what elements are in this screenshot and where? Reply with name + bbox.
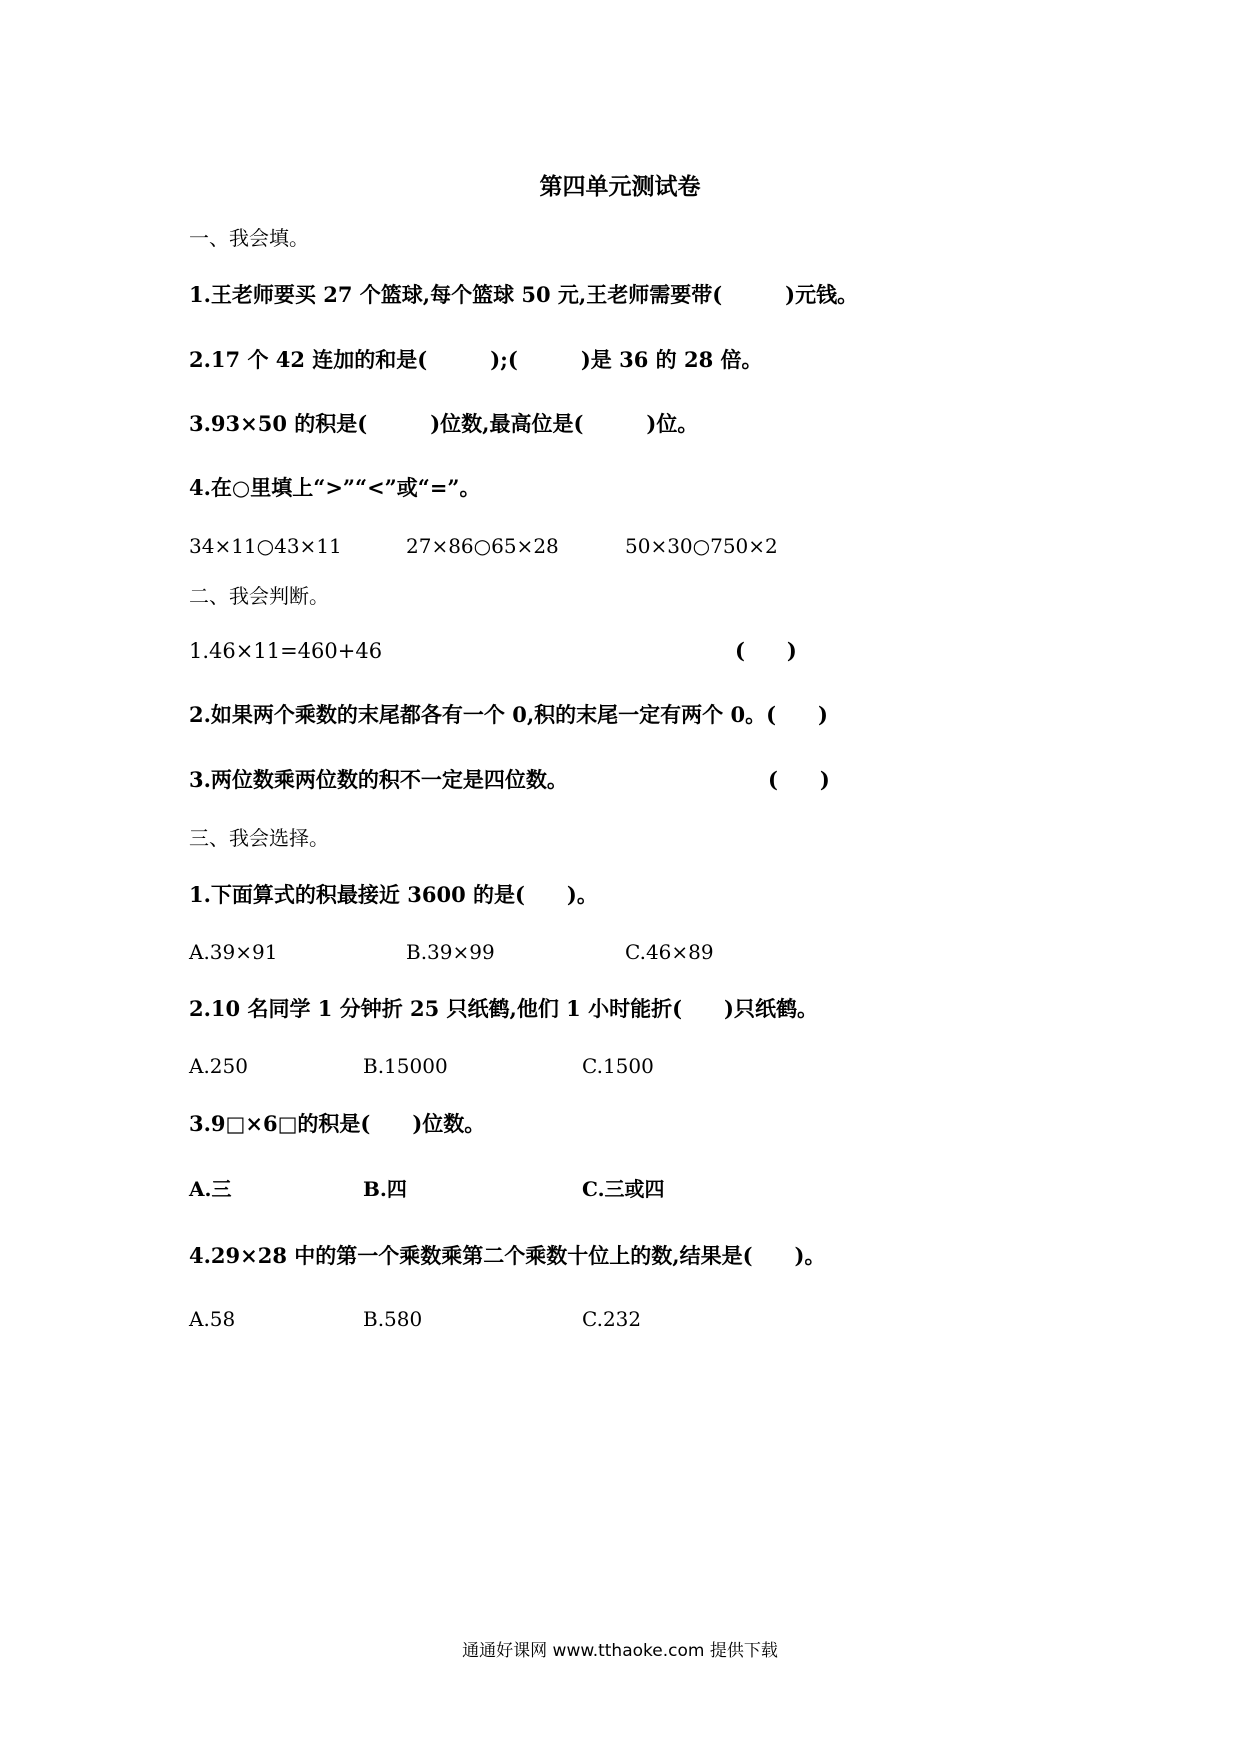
choice-option: B.四: [363, 1177, 407, 1201]
section-heading-fill: 一、我会填。: [189, 226, 309, 250]
choice-option: B.15000: [363, 1054, 448, 1078]
choice-option: C.1500: [582, 1054, 654, 1078]
judge-question-2: 2.如果两个乘数的末尾都各有一个 0,积的末尾一定有两个 0。( ): [189, 702, 828, 727]
compare-item: 50×30○750×2: [625, 534, 778, 558]
fill-question-4: 4.在○里填上“>”“<”或“=”。: [189, 475, 481, 500]
choice-question-2: 2.10 名同学 1 分钟折 25 只纸鹤,他们 1 小时能折( )只纸鹤。: [189, 996, 818, 1021]
choice-question-1: 1.下面算式的积最接近 3600 的是( )。: [189, 882, 598, 907]
fill-question-3: 3.93×50 的积是( )位数,最高位是( )位。: [189, 411, 699, 436]
fill-question-2: 2.17 个 42 连加的和是( );( )是 36 的 28 倍。: [189, 347, 763, 372]
compare-item: 34×11○43×11: [189, 534, 342, 558]
choice-question-3: 3.9□×6□的积是( )位数。: [189, 1111, 486, 1136]
choice-option: A.三: [189, 1177, 232, 1201]
choice-option: C.232: [582, 1307, 642, 1331]
page-title: 第四单元测试卷: [539, 174, 701, 200]
choice-question-4: 4.29×28 中的第一个乘数乘第二个乘数十位上的数,结果是( )。: [189, 1243, 826, 1268]
choice-option: A.58: [189, 1307, 236, 1331]
compare-item: 27×86○65×28: [406, 534, 559, 558]
judge-question-1: 1.46×11=460+46: [189, 639, 383, 663]
section-heading-choice: 三、我会选择。: [189, 826, 329, 850]
judge-answer-paren: ( ): [735, 638, 797, 663]
choice-option: B.580: [363, 1307, 423, 1331]
fill-question-1: 1.王老师要买 27 个篮球,每个篮球 50 元,王老师需要带( )元钱。: [189, 282, 859, 307]
choice-option: A.39×91: [189, 940, 278, 964]
choice-option: B.39×99: [406, 940, 495, 964]
judge-answer-paren: ( ): [768, 767, 830, 792]
section-heading-judge: 二、我会判断。: [189, 584, 329, 608]
choice-option: C.46×89: [625, 940, 714, 964]
choice-option: A.250: [189, 1054, 248, 1078]
footer-source: 通通好课网 www.tthaoke.com 提供下载: [462, 1641, 778, 1661]
judge-question-3: 3.两位数乘两位数的积不一定是四位数。: [189, 767, 568, 792]
choice-option: C.三或四: [582, 1177, 665, 1201]
